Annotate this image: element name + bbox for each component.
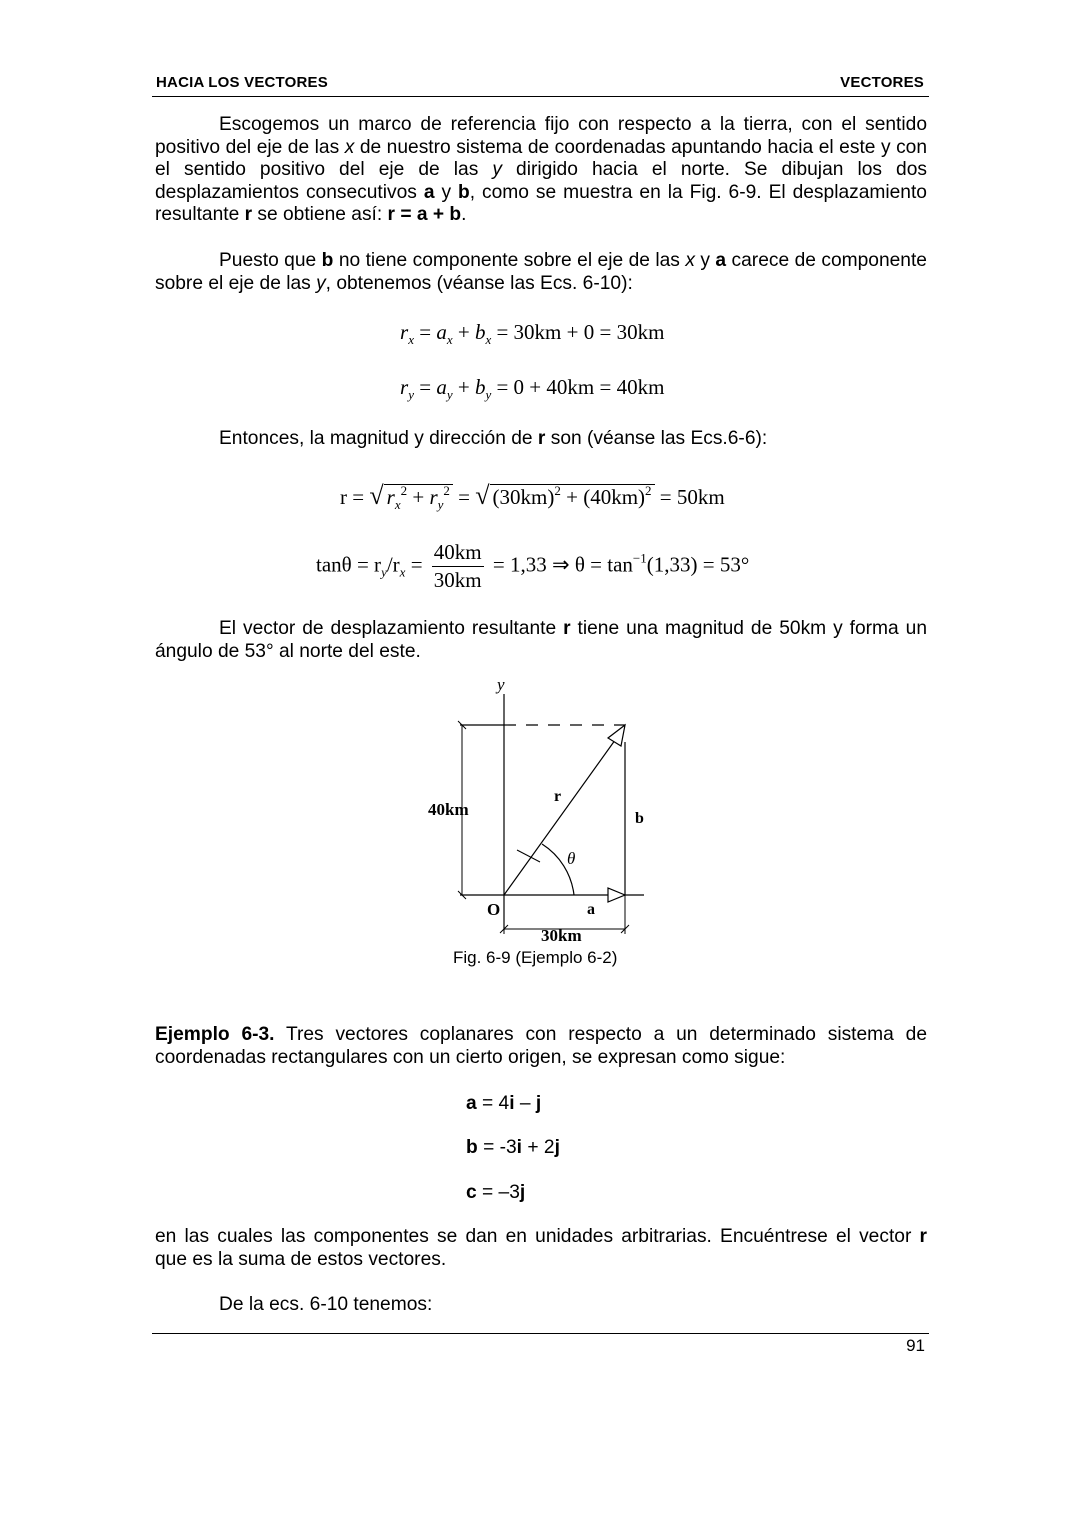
running-header-left: HACIA LOS VECTORES	[156, 74, 328, 91]
page-number: 91	[906, 1336, 925, 1355]
width-label: 30km	[541, 926, 582, 945]
vector-b-definition: b = -3i + 2j	[466, 1137, 560, 1158]
running-header-right: VECTORES	[840, 74, 924, 91]
footer-rule	[152, 1333, 929, 1334]
vector-c-definition: c = –3j	[466, 1182, 526, 1203]
equation-magnitude: r = √ $r_x^2 + r_y^2$ = √ $(30km)^2 + (40km)^2 = 50km$	[340, 481, 725, 512]
vector-b-label: b	[635, 810, 644, 827]
example-paragraph: Ejemplo 6-3. Tres vectores coplanares con respecto a un determinado sistema de coordenadas rectangulares con un cierto origen, se expresan como sigue:	[155, 1024, 927, 1068]
paragraph-6: De la ecs. 6-10 tenemos:	[219, 1294, 433, 1315]
equation-tangent: $\tan\theta = r_y/r_x$ = $\frac{40km}{30km}$ = 1,33 ⇒ $\theta = \tan^{-1}(1,33) = 53^\circ$	[316, 540, 750, 592]
vector-r-label: r	[554, 788, 562, 805]
vector-r-arrowhead	[608, 725, 625, 746]
origin-label: O	[487, 900, 501, 919]
theta-label: θ	[567, 849, 576, 868]
vector-a-label: a	[587, 901, 595, 918]
vector-a-definition: a = 4i – j	[466, 1093, 542, 1114]
paragraph-5: en las cuales las componentes se dan en unidades arbitrarias. Encuéntrese el vector r que es la suma de estos vectores.	[155, 1226, 927, 1270]
paragraph-2: Puesto que b no tiene componente sobre el eje de las x y a carece de componente sobre el eje de las y, obtenemos (véanse las Ecs. 6-10):	[155, 250, 927, 294]
figure-caption: Fig. 6-9 (Ejemplo 6-2)	[453, 948, 618, 967]
vector-a-arrowhead	[608, 888, 625, 902]
header-rule	[152, 96, 929, 97]
paragraph-3: Entonces, la magnitud y dirección de r son (véanse las Ecs.6-6):	[219, 428, 768, 449]
vector-r	[504, 736, 618, 895]
paragraph-1: Escogemos un marco de referencia fijo con respecto a la tierra, con el sentido positivo del eje de las x de nuestro sistema de coordenadas apuntando hacia el este y con el sentido positivo del eje de las y dirigido hacia el norte. Se dibujan los dos desplazamientos consecutivos a y b, como se muestra en la Fig. 6-9. El desplazamiento resultante r se obtiene así: r = a + b.	[155, 114, 927, 226]
y-axis-label: y	[497, 676, 505, 694]
equation-rx: $r_x = a_x + b_x = 30km + 0 = 30km$	[400, 320, 665, 347]
equation-ry: $r_y = a_y + b_y = 0 + 40km = 40km$	[400, 375, 665, 402]
paragraph-4: El vector de desplazamiento resultante r tiene una magnitud de 50km y forma un ángulo de 53° al norte del este.	[155, 618, 927, 662]
height-label: 40km	[428, 800, 469, 819]
vector-diagram	[420, 676, 660, 946]
